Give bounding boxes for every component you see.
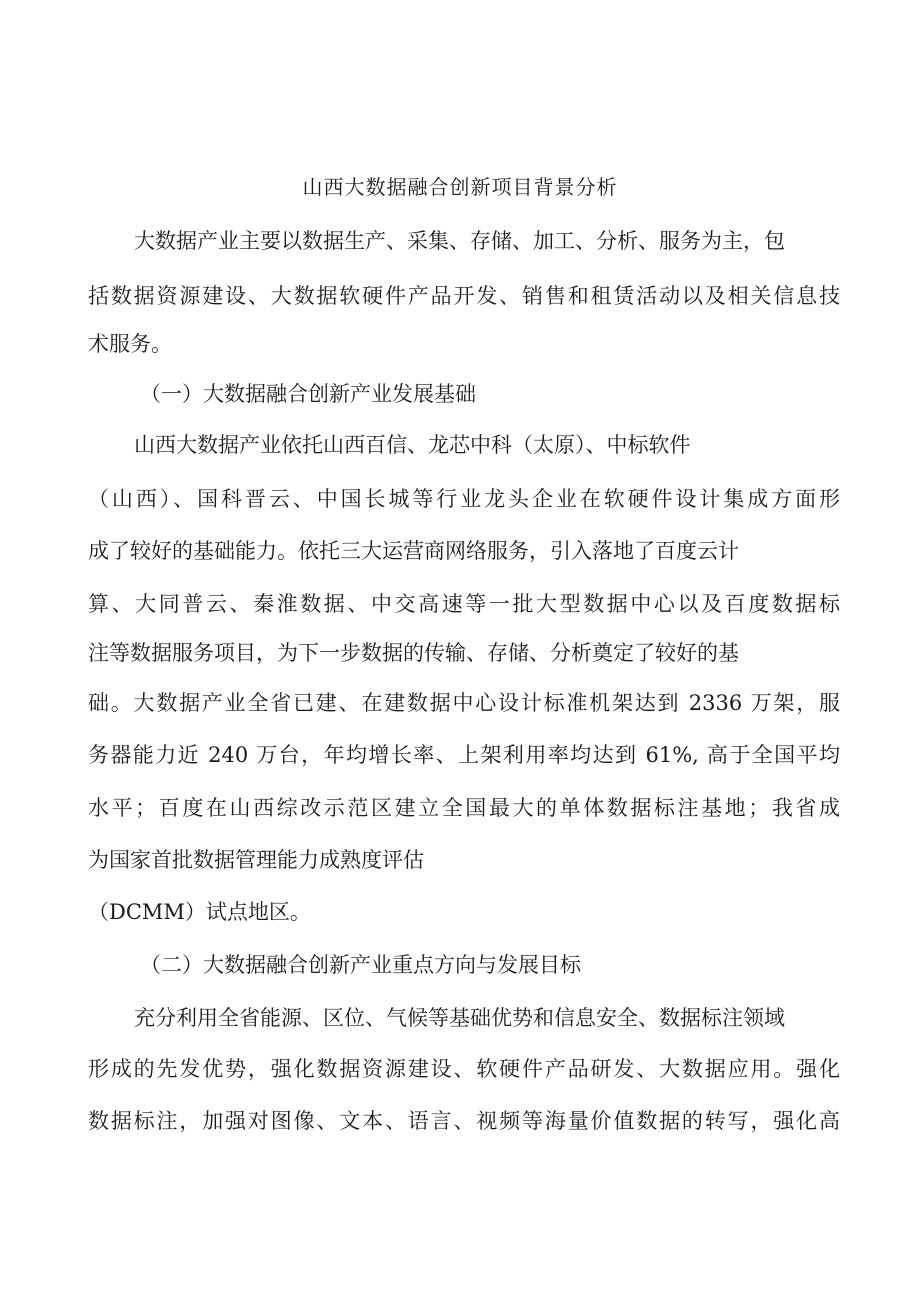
paragraph-line: 括数据资源建设、大数据软硬件产品开发、销售和租赁活动以及相关信息技 [88,284,840,308]
paragraph-line: 务器能力近 240 万台，年均增长率、上架利用率均达到 61%, 高于全国平均 [88,743,840,767]
paragraph-line: 山西大数据产业依托山西百信、龙芯中科（太原）、中标软件 [134,433,691,457]
paragraph-line: 形成的先发优势，强化数据资源建设、软硬件产品研发、大数据应用。强化 [88,1057,840,1081]
paragraph-line: 数据标注，加强对图像、文本、语言、视频等海量价值数据的转写，强化高 [88,1109,840,1133]
paragraph-line: 充分利用全省能源、区位、气候等基础优势和信息安全、数据标注领域 [134,1006,785,1030]
paragraph-line: 大数据产业主要以数据生产、采集、存储、加工、分析、服务为主，包 [134,229,785,253]
section-heading: （二）大数据融合创新产业重点方向与发展目标 [140,953,581,977]
paragraph-line: （DCMM）试点地区。 [88,900,311,924]
page-title: 山西大数据融合创新项目背景分析 [302,175,618,199]
paragraph-line: （山西）、国科晋云、中国长城等行业龙头企业在软硬件设计集成方面形 [88,487,840,511]
paragraph-line: 础。大数据产业全省已建、在建数据中心设计标准机架达到 2336 万架，服 [88,691,840,715]
paragraph-line: 术服务。 [88,332,172,356]
paragraph-line: 为国家首批数据管理能力成熟度评估 [88,848,424,872]
paragraph-line: 算、大同普云、秦淮数据、中交高速等一批大型数据中心以及百度数据标 [88,592,840,616]
paragraph-line: 水平；百度在山西综改示范区建立全国最大的单体数据标注基地；我省成 [88,796,840,820]
section-heading: （一）大数据融合创新产业发展基础 [140,382,476,406]
paragraph-line: 注等数据服务项目，为下一步数据的传输、存储、分析奠定了较好的基 [88,641,739,665]
paragraph-line: 成了较好的基础能力。依托三大运营商网络服务，引入落地了百度云计 [88,539,739,563]
